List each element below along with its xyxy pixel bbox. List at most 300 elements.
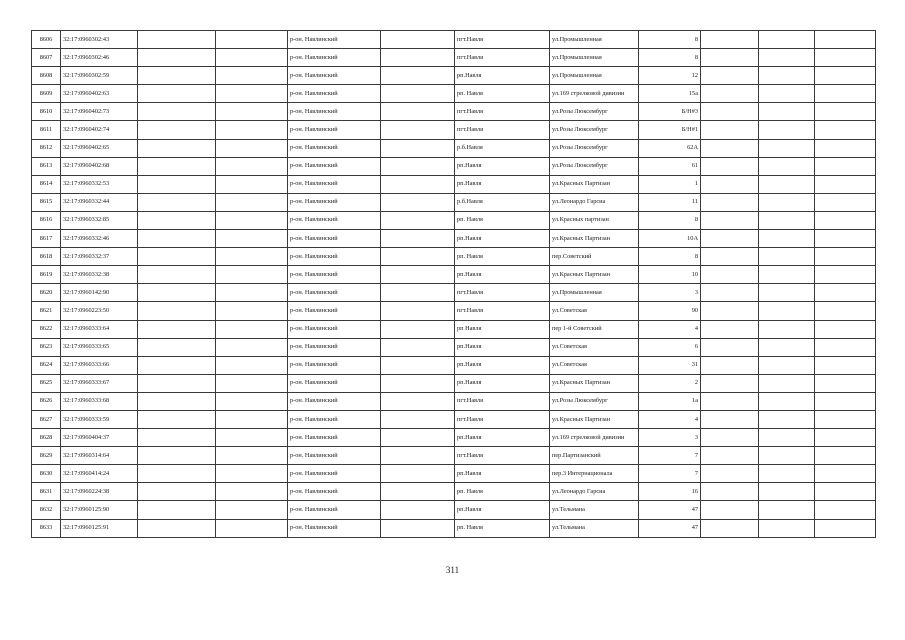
table-cell-district: р-он. Навлинский	[288, 31, 381, 49]
table-cell-settlement: рп.Навля	[455, 374, 550, 392]
table-row	[32, 49, 876, 67]
table-cell-c12	[815, 465, 876, 483]
table-cell-c10	[701, 392, 759, 410]
table-cell-num: 8620	[32, 284, 61, 302]
table-cell-cadastral: 32:17:0960302:59	[61, 67, 138, 85]
table-cell-cadastral: 32:17:0960402:74	[61, 121, 138, 139]
table-cell-house: 90	[639, 302, 701, 320]
table-cell-c3	[138, 501, 216, 519]
table-cell-c3	[138, 211, 216, 229]
table-cell-c10	[701, 483, 759, 501]
table-cell-c3	[138, 284, 216, 302]
table-cell-cadastral: 32:17:0960414:24	[61, 465, 138, 483]
table-cell-c6	[381, 483, 455, 501]
table-cell-c10	[701, 67, 759, 85]
table-cell-c3	[138, 67, 216, 85]
table-cell-c12	[815, 85, 876, 103]
table-row	[32, 483, 876, 501]
table-cell-house: 16	[639, 483, 701, 501]
table-cell-c4	[216, 356, 288, 374]
table-cell-c3	[138, 248, 216, 266]
table-cell-house: 4	[639, 410, 701, 428]
table-cell-c4	[216, 501, 288, 519]
table-cell-c10	[701, 31, 759, 49]
table-cell-c3	[138, 31, 216, 49]
table-cell-c6	[381, 193, 455, 211]
table-cell-c12	[815, 338, 876, 356]
table-cell-c6	[381, 103, 455, 121]
table-cell-cadastral: 32:17:0960333:67	[61, 374, 138, 392]
table-cell-c11	[759, 121, 815, 139]
table-cell-house: 8	[639, 31, 701, 49]
table-cell-house: 1	[639, 175, 701, 193]
table-cell-house: 4	[639, 320, 701, 338]
table-cell-house: 10А	[639, 230, 701, 248]
table-cell-c12	[815, 302, 876, 320]
table-cell-num: 8615	[32, 193, 61, 211]
table-cell-house: 3	[639, 429, 701, 447]
table-cell-c12	[815, 193, 876, 211]
table-cell-settlement: пгт.Навля	[455, 392, 550, 410]
table-cell-c3	[138, 103, 216, 121]
table-cell-c11	[759, 193, 815, 211]
table-cell-c12	[815, 31, 876, 49]
table-cell-c12	[815, 49, 876, 67]
table-cell-c10	[701, 302, 759, 320]
table-cell-settlement: пгт.Навля	[455, 121, 550, 139]
table-cell-c3	[138, 193, 216, 211]
table-cell-district: р-он. Навлинский	[288, 175, 381, 193]
table-cell-district: р-он. Навлинский	[288, 429, 381, 447]
table-cell-c6	[381, 338, 455, 356]
table-cell-num: 8607	[32, 49, 61, 67]
table-cell-c4	[216, 465, 288, 483]
table-cell-district: р-он. Навлинский	[288, 447, 381, 465]
table-cell-street: ул.Красных Партизан	[550, 374, 639, 392]
table-cell-c12	[815, 157, 876, 175]
table-cell-c3	[138, 139, 216, 157]
table-cell-house: 10	[639, 266, 701, 284]
table-cell-c3	[138, 85, 216, 103]
table-cell-c6	[381, 356, 455, 374]
table-row	[32, 284, 876, 302]
table-row	[32, 320, 876, 338]
table-cell-district: р-он. Навлинский	[288, 501, 381, 519]
table-cell-settlement: рп.Навля	[455, 338, 550, 356]
table-cell-c6	[381, 392, 455, 410]
table-cell-c12	[815, 121, 876, 139]
table-cell-settlement: рп.Навля	[455, 157, 550, 175]
table-cell-district: р-он. Навлинский	[288, 193, 381, 211]
table-cell-settlement: рп Навля	[455, 320, 550, 338]
table-cell-cadastral: 32:17:0960224:38	[61, 483, 138, 501]
page-number: 311	[445, 565, 460, 575]
table-cell-c11	[759, 483, 815, 501]
table-cell-cadastral: 32:17:0960332:85	[61, 211, 138, 229]
table-cell-district: р-он. Навлинский	[288, 302, 381, 320]
table-cell-c4	[216, 302, 288, 320]
table-cell-c10	[701, 139, 759, 157]
table-cell-c3	[138, 338, 216, 356]
table-cell-c12	[815, 211, 876, 229]
table-row	[32, 193, 876, 211]
table-cell-settlement: пгт.Навля	[455, 284, 550, 302]
table-cell-district: р-он. Навлинский	[288, 410, 381, 428]
table-cell-house: 61	[639, 157, 701, 175]
table-cell-c4	[216, 483, 288, 501]
table-cell-house: 2	[639, 374, 701, 392]
table-row	[32, 465, 876, 483]
table-cell-district: р-он. Навлинский	[288, 320, 381, 338]
table-cell-district: р-он. Навлинский	[288, 465, 381, 483]
table-cell-c3	[138, 429, 216, 447]
table-cell-c3	[138, 157, 216, 175]
table-cell-num: 8626	[32, 392, 61, 410]
table-cell-street: ул.Розы Люксембург	[550, 121, 639, 139]
table-cell-street: ул.Промышленная	[550, 284, 639, 302]
table-row	[32, 266, 876, 284]
table-cell-c3	[138, 121, 216, 139]
table-row	[32, 31, 876, 49]
table-cell-house: 12	[639, 67, 701, 85]
table-cell-district: р-он. Навлинский	[288, 374, 381, 392]
table-cell-house: 6	[639, 338, 701, 356]
table-cell-district: р-он. Навлинский	[288, 519, 381, 537]
table-cell-c10	[701, 374, 759, 392]
table-cell-c10	[701, 121, 759, 139]
table-cell-house: 8	[639, 49, 701, 67]
table-cell-c6	[381, 230, 455, 248]
table-cell-c3	[138, 175, 216, 193]
table-cell-c3	[138, 519, 216, 537]
table-cell-c4	[216, 121, 288, 139]
table-cell-settlement: рп.Навля	[455, 501, 550, 519]
table-cell-house: 7	[639, 447, 701, 465]
table-cell-district: р-он. Навлинский	[288, 284, 381, 302]
table-cell-c6	[381, 248, 455, 266]
table-cell-c4	[216, 157, 288, 175]
table-cell-cadastral: 32:17:0960125:90	[61, 501, 138, 519]
table-cell-c6	[381, 175, 455, 193]
table-cell-num: 8624	[32, 356, 61, 374]
table-cell-street: ул.Тельмана	[550, 501, 639, 519]
table-row	[32, 175, 876, 193]
table-cell-c11	[759, 103, 815, 121]
table-cell-settlement: рп.Навля	[455, 429, 550, 447]
table-cell-num: 8622	[32, 320, 61, 338]
table-cell-c10	[701, 410, 759, 428]
table-cell-c11	[759, 175, 815, 193]
table-cell-street: ул.Промышленная	[550, 67, 639, 85]
table-cell-c10	[701, 230, 759, 248]
table-cell-settlement: пгт.Навля	[455, 447, 550, 465]
table-cell-district: р-он. Навлинский	[288, 49, 381, 67]
table-cell-house: Б/Н#3	[639, 103, 701, 121]
table-row	[32, 139, 876, 157]
table-cell-c11	[759, 67, 815, 85]
table-cell-settlement: пгт.Навля	[455, 103, 550, 121]
table-cell-c12	[815, 266, 876, 284]
table-cell-settlement: рп.Навля	[455, 230, 550, 248]
table-cell-num: 8617	[32, 230, 61, 248]
table-cell-c10	[701, 49, 759, 67]
table-cell-c6	[381, 284, 455, 302]
table-cell-street: ул.Розы Люксембург	[550, 392, 639, 410]
table-cell-c11	[759, 356, 815, 374]
table-cell-c3	[138, 302, 216, 320]
table-cell-c3	[138, 230, 216, 248]
table-cell-cadastral: 32:17:0960125:91	[61, 519, 138, 537]
table-cell-num: 8609	[32, 85, 61, 103]
table-cell-num: 8613	[32, 157, 61, 175]
table-cell-c11	[759, 465, 815, 483]
table-cell-house: 31	[639, 356, 701, 374]
table-cell-c11	[759, 429, 815, 447]
table-cell-c10	[701, 501, 759, 519]
table-cell-cadastral: 32:17:0960142:90	[61, 284, 138, 302]
table-cell-settlement: пгт.Навля	[455, 31, 550, 49]
table-cell-num: 8612	[32, 139, 61, 157]
table-cell-street: пер.Партизанский	[550, 447, 639, 465]
table-cell-c10	[701, 211, 759, 229]
table-cell-c6	[381, 465, 455, 483]
table-cell-c11	[759, 157, 815, 175]
table-row	[32, 447, 876, 465]
table-row	[32, 85, 876, 103]
table-cell-c12	[815, 501, 876, 519]
table-cell-num: 8632	[32, 501, 61, 519]
table-cell-cadastral: 32:17:0960332:53	[61, 175, 138, 193]
table-cell-c10	[701, 356, 759, 374]
table-cell-street: пер.3 Интернационала	[550, 465, 639, 483]
table-cell-c12	[815, 519, 876, 537]
table-cell-settlement: рп.Навля	[455, 465, 550, 483]
table-row	[32, 356, 876, 374]
table-cell-c3	[138, 447, 216, 465]
table-cell-district: р-он. Навлинский	[288, 248, 381, 266]
table-cell-district: р-он. Навлинский	[288, 483, 381, 501]
table-cell-district: р-он. Навлинский	[288, 85, 381, 103]
table-cell-settlement: рп. Навля	[455, 483, 550, 501]
table-cell-c4	[216, 284, 288, 302]
table-row	[32, 392, 876, 410]
table-cell-street: ул.Промышленная	[550, 31, 639, 49]
table-cell-c11	[759, 501, 815, 519]
table-cell-c10	[701, 519, 759, 537]
table-cell-c10	[701, 338, 759, 356]
table-cell-c12	[815, 103, 876, 121]
table-cell-c11	[759, 266, 815, 284]
table-cell-c11	[759, 374, 815, 392]
table-cell-street: ул.Красных Партизан	[550, 410, 639, 428]
table-cell-c3	[138, 483, 216, 501]
table-cell-settlement: рп. Навля	[455, 519, 550, 537]
table-cell-num: 8633	[32, 519, 61, 537]
table-cell-c12	[815, 230, 876, 248]
table-cell-street: ул.Леонардо Гарсиа	[550, 193, 639, 211]
table-cell-settlement: рп. Навля	[455, 248, 550, 266]
table-cell-c3	[138, 320, 216, 338]
table-cell-c6	[381, 67, 455, 85]
table-cell-cadastral: 32:17:0960332:38	[61, 266, 138, 284]
table-cell-cadastral: 32:17:0960402:68	[61, 157, 138, 175]
table-cell-c6	[381, 374, 455, 392]
table-row	[32, 374, 876, 392]
table-row	[32, 103, 876, 121]
table-cell-c4	[216, 49, 288, 67]
registry-table	[31, 30, 876, 538]
table-cell-c11	[759, 49, 815, 67]
table-cell-street: ул.Розы Люксембург	[550, 157, 639, 175]
table-cell-district: р-он. Навлинский	[288, 266, 381, 284]
table-cell-house: 8	[639, 211, 701, 229]
table-cell-c10	[701, 175, 759, 193]
table-cell-c4	[216, 248, 288, 266]
table-cell-street: пер.Советский	[550, 248, 639, 266]
table-cell-cadastral: 32:17:0960333:65	[61, 338, 138, 356]
table-cell-district: р-он. Навлинский	[288, 103, 381, 121]
table-cell-c3	[138, 374, 216, 392]
table-cell-num: 8625	[32, 374, 61, 392]
table-cell-c4	[216, 175, 288, 193]
table-cell-c12	[815, 410, 876, 428]
table-cell-c10	[701, 320, 759, 338]
table-cell-c11	[759, 519, 815, 537]
table-cell-street: ул.Леонардо Гарсиа	[550, 483, 639, 501]
table-cell-c10	[701, 465, 759, 483]
table-cell-num: 8629	[32, 447, 61, 465]
table-cell-num: 8619	[32, 266, 61, 284]
table-cell-c10	[701, 429, 759, 447]
table-cell-c6	[381, 266, 455, 284]
table-cell-c12	[815, 248, 876, 266]
table-cell-c4	[216, 211, 288, 229]
table-cell-c6	[381, 139, 455, 157]
table-cell-c11	[759, 248, 815, 266]
table-cell-c4	[216, 410, 288, 428]
table-cell-cadastral: 32:17:0960402:65	[61, 139, 138, 157]
table-cell-street: ул.169 стрелковой дивизии	[550, 429, 639, 447]
table-cell-c11	[759, 338, 815, 356]
table-cell-c12	[815, 447, 876, 465]
table-cell-c12	[815, 483, 876, 501]
table-cell-house: 7	[639, 465, 701, 483]
table-cell-c11	[759, 85, 815, 103]
table-cell-c4	[216, 447, 288, 465]
table-cell-c6	[381, 49, 455, 67]
table-cell-house: 62А	[639, 139, 701, 157]
table-cell-c6	[381, 31, 455, 49]
table-cell-cadastral: 32:17:0960333:66	[61, 356, 138, 374]
table-cell-c6	[381, 85, 455, 103]
table-cell-c6	[381, 320, 455, 338]
table-cell-c12	[815, 429, 876, 447]
table-cell-c11	[759, 284, 815, 302]
table-row	[32, 211, 876, 229]
table-cell-c11	[759, 211, 815, 229]
table-cell-c12	[815, 67, 876, 85]
table-cell-c12	[815, 356, 876, 374]
table-cell-c4	[216, 266, 288, 284]
table-cell-c10	[701, 193, 759, 211]
table-cell-house: 15а	[639, 85, 701, 103]
table-cell-street: ул.Красных Партизан	[550, 266, 639, 284]
table-cell-cadastral: 32:17:0960332:37	[61, 248, 138, 266]
table-cell-num: 8616	[32, 211, 61, 229]
table-cell-c3	[138, 356, 216, 374]
table-cell-house: 47	[639, 501, 701, 519]
table-cell-c4	[216, 139, 288, 157]
table-cell-district: р-он. Навлинский	[288, 338, 381, 356]
table-cell-cadastral: 32:17:0960402:73	[61, 103, 138, 121]
table-cell-street: ул.Тельмана	[550, 519, 639, 537]
table-cell-house: Б/Н#1	[639, 121, 701, 139]
table-cell-cadastral: 32:17:0960314:64	[61, 447, 138, 465]
table-cell-street: ул.Красных Партизан	[550, 175, 639, 193]
table-cell-c4	[216, 85, 288, 103]
table-cell-settlement: р.б.Навля	[455, 193, 550, 211]
table-row	[32, 121, 876, 139]
table-cell-cadastral: 32:17:0960404:37	[61, 429, 138, 447]
table-cell-c12	[815, 320, 876, 338]
table-cell-c11	[759, 447, 815, 465]
table-cell-c10	[701, 103, 759, 121]
table-cell-c4	[216, 193, 288, 211]
table-cell-cadastral: 32:17:0960302:43	[61, 31, 138, 49]
table-cell-cadastral: 32:17:0960402:63	[61, 85, 138, 103]
table-cell-district: р-он. Навлинский	[288, 392, 381, 410]
table-cell-street: ул.Советская	[550, 356, 639, 374]
table-cell-cadastral: 32:17:0960332:46	[61, 230, 138, 248]
table-cell-c10	[701, 447, 759, 465]
table-cell-street: ул.Промышленная	[550, 49, 639, 67]
table-cell-num: 8621	[32, 302, 61, 320]
table-cell-num: 8618	[32, 248, 61, 266]
table-cell-street: ул.Розы Люксембург	[550, 103, 639, 121]
table-cell-c3	[138, 410, 216, 428]
table-row	[32, 230, 876, 248]
table-cell-num: 8614	[32, 175, 61, 193]
table-row	[32, 67, 876, 85]
table-row	[32, 248, 876, 266]
table-cell-c12	[815, 374, 876, 392]
table-cell-c3	[138, 266, 216, 284]
table-cell-c12	[815, 392, 876, 410]
table-cell-street: ул.Советская	[550, 338, 639, 356]
table-cell-settlement: рп. Навля	[455, 85, 550, 103]
table-row	[32, 501, 876, 519]
table-cell-cadastral: 32:17:0960302:46	[61, 49, 138, 67]
table-cell-district: р-он. Навлинский	[288, 230, 381, 248]
table-cell-num: 8627	[32, 410, 61, 428]
table-cell-c12	[815, 139, 876, 157]
table-cell-settlement: р.б.Навля	[455, 139, 550, 157]
table-cell-c6	[381, 121, 455, 139]
table-cell-settlement: рп.Навля	[455, 266, 550, 284]
table-row	[32, 410, 876, 428]
table-cell-settlement: рп. Навля	[455, 211, 550, 229]
table-row	[32, 519, 876, 537]
table-cell-settlement: рп.Навля	[455, 67, 550, 85]
table-cell-c6	[381, 410, 455, 428]
table-cell-c3	[138, 465, 216, 483]
table-cell-num: 8628	[32, 429, 61, 447]
table-cell-house: 11	[639, 193, 701, 211]
table-cell-c11	[759, 230, 815, 248]
table-cell-num: 8610	[32, 103, 61, 121]
table-cell-street: ул.Розы Люксембург	[550, 139, 639, 157]
table-body	[32, 31, 876, 538]
